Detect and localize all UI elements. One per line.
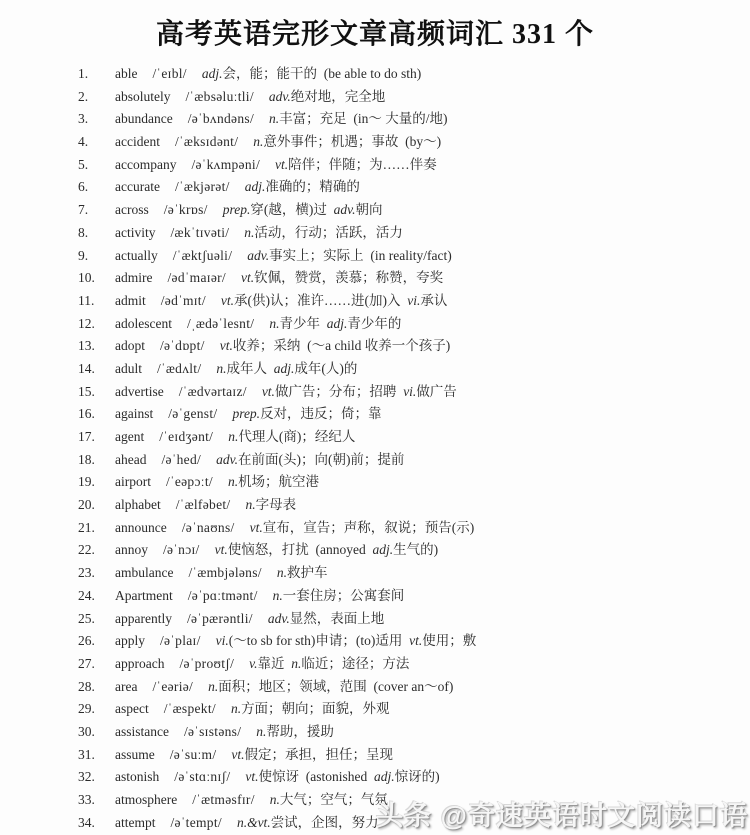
item-word: against	[115, 406, 154, 422]
part-of-speech: adv.	[333, 202, 356, 218]
definition-text: 惊讶的)	[394, 769, 440, 785]
item-definition	[231, 697, 390, 717]
vocab-item	[78, 516, 730, 539]
vocab-item	[78, 493, 730, 516]
definition-text: 在前面(头)；向(朝)前；提前	[237, 451, 405, 467]
definition-text: 青少年	[279, 315, 327, 331]
item-phonetic: /ˈækjərət/	[174, 179, 230, 195]
item-definition	[277, 561, 328, 581]
part-of-speech: n.	[230, 701, 242, 717]
definition-text: 绝对地，完全地	[290, 88, 386, 104]
definition-text: 成年人	[226, 360, 274, 376]
item-word: assistance	[115, 723, 169, 739]
item-definition	[221, 289, 447, 309]
item-phonetic: /əˈpærəntli/	[186, 610, 253, 626]
part-of-speech: adj.	[201, 66, 223, 81]
definition-text: 青少年的	[347, 315, 402, 331]
part-of-speech: vt.	[231, 746, 245, 762]
item-number: 20.	[78, 497, 95, 513]
item-word: Apartment	[115, 587, 173, 603]
part-of-speech: vi.	[215, 633, 229, 649]
item-word: attempt	[115, 814, 156, 830]
definition-text: 朝向	[355, 202, 383, 218]
part-of-speech: n.	[253, 134, 264, 150]
definition-text: 救护车	[286, 565, 328, 581]
definition-text: 使用；敷	[422, 633, 477, 649]
item-number: 18.	[78, 451, 95, 467]
vocab-item	[78, 743, 730, 766]
item-definition	[249, 652, 409, 672]
part-of-speech: adv.	[268, 88, 291, 104]
definition-text: 一套住房；公寓套间	[282, 587, 405, 603]
vocab-item	[78, 380, 730, 403]
item-word: abundance	[115, 111, 173, 127]
item-word: astonish	[115, 769, 160, 785]
definition-text: 使恼怒，打扰 (annoyed	[227, 542, 373, 558]
item-definition	[253, 130, 441, 150]
part-of-speech: adv.	[267, 610, 290, 626]
definition-text: 承(供)认；准许……进(加)入	[234, 292, 408, 308]
vocab-item	[78, 357, 730, 380]
vocab-item	[78, 675, 730, 698]
part-of-speech: n.	[216, 360, 227, 376]
part-of-speech: adj.	[372, 542, 394, 558]
item-definition	[245, 765, 439, 785]
part-of-speech: vt.	[220, 292, 235, 308]
item-phonetic: /əˈproʊtʃ/	[179, 655, 235, 671]
item-number: 33.	[78, 792, 95, 807]
item-phonetic: /əˈnaʊns/	[181, 519, 235, 535]
item-phonetic: /əˈhed/	[161, 451, 202, 467]
part-of-speech: vt.	[261, 383, 275, 399]
item-number: 12.	[78, 315, 95, 331]
part-of-speech: n.	[272, 587, 283, 603]
item-number: 21.	[78, 519, 95, 535]
item-definition	[228, 470, 319, 490]
item-definition	[216, 629, 477, 649]
definition-text: 宣布，宣告；声称，叙说；预告(示)	[262, 519, 475, 535]
definition-text: 假定；承担，担任；呈现	[244, 746, 394, 762]
item-phonetic: /ˈætməsfɪr/	[192, 792, 255, 807]
item-definition	[250, 516, 475, 536]
item-word: activity	[115, 224, 156, 240]
item-definition	[269, 85, 385, 105]
part-of-speech: prep.	[222, 202, 251, 218]
item-definition	[245, 175, 360, 195]
vocab-item	[78, 62, 730, 85]
vocab-item	[78, 198, 730, 221]
item-definition	[244, 221, 403, 241]
item-phonetic: /ækˈtɪvəti/	[170, 224, 230, 240]
page-title: 高考英语完形文章高频词汇 331 个	[155, 19, 594, 50]
item-phonetic: /əˈnɔɪ/	[163, 542, 200, 558]
item-word: aspect	[115, 701, 149, 717]
definition-text: 反对，违反；倚；靠	[260, 406, 382, 422]
item-number: 26.	[78, 633, 95, 649]
part-of-speech: vi.	[407, 292, 421, 308]
vocab-item	[78, 266, 730, 289]
item-number: 8.	[78, 224, 89, 240]
item-phonetic: /ˌædəˈlesnt/	[186, 315, 255, 331]
part-of-speech: n.	[256, 723, 267, 739]
item-phonetic: /ˈæmbjələns/	[188, 565, 262, 581]
item-phonetic: /ˈædʌlt/	[157, 360, 202, 376]
part-of-speech: n.	[244, 224, 255, 240]
part-of-speech: n.	[269, 792, 280, 807]
part-of-speech: adj.	[374, 769, 395, 785]
item-phonetic: /əˈtempt/	[170, 814, 222, 830]
definition-text: 靠近	[257, 655, 292, 671]
definition-text: 承认	[420, 292, 448, 308]
item-word: apply	[115, 633, 145, 649]
item-number: 4.	[78, 134, 89, 150]
vocab-item	[78, 448, 730, 471]
item-word: airport	[115, 474, 151, 490]
vocab-item	[78, 629, 730, 652]
definition-text: 面积；地区；领域，范围 (cover an～of)	[218, 678, 454, 694]
vocab-item	[78, 402, 730, 425]
vocab-item	[78, 107, 730, 130]
item-word: across	[115, 202, 149, 218]
vocab-item	[78, 720, 730, 743]
item-number: 3.	[78, 111, 89, 127]
item-word: admit	[115, 292, 146, 308]
item-phonetic: /əˈplaɪ/	[160, 633, 201, 649]
item-number: 10.	[78, 270, 95, 286]
item-word: area	[115, 678, 138, 694]
item-phonetic: /əˈpɑːtmənt/	[187, 587, 258, 603]
item-phonetic: /ˈeɪdʒənt/	[159, 429, 214, 444]
watermark: 头条 @奇速英语时文阅读口语	[376, 801, 748, 831]
definition-text: 意外事件；机遇；事故 (by～)	[263, 134, 442, 150]
item-number: 1.	[78, 66, 89, 81]
part-of-speech: prep.	[232, 406, 261, 422]
vocab-item	[78, 538, 730, 561]
item-phonetic: /əˈbʌndəns/	[187, 111, 255, 127]
part-of-speech: n.	[228, 429, 239, 444]
item-word: annoy	[115, 542, 148, 558]
vocab-item	[78, 85, 730, 108]
definition-text: 代理人(商)；经纪人	[238, 429, 356, 444]
vocab-item	[78, 153, 730, 176]
definition-text: 方面；朝向；面貌，外观	[241, 701, 390, 717]
item-number: 34.	[78, 814, 95, 830]
vocab-item	[78, 561, 730, 584]
definition-text: 尝试，企图，努力	[270, 814, 379, 830]
item-phonetic: /əˈsuːm/	[169, 746, 217, 762]
item-number: 19.	[78, 474, 95, 490]
part-of-speech: vt.	[409, 633, 423, 649]
item-word: apparently	[115, 610, 172, 626]
item-number: 13.	[78, 338, 95, 354]
item-definition	[208, 675, 453, 695]
item-phonetic: /ˈædvərtaɪz/	[178, 383, 247, 399]
item-word: announce	[115, 519, 167, 535]
vocab-item	[78, 652, 730, 675]
definition-text: (～to sb for sth)申请；(to)适用	[228, 633, 410, 649]
item-number: 17.	[78, 429, 95, 444]
definition-text: 做广告	[416, 383, 457, 399]
part-of-speech: n.	[245, 497, 256, 513]
item-definition	[202, 62, 421, 82]
item-definition	[228, 425, 355, 445]
item-number: 24.	[78, 587, 95, 603]
definition-text: 活动，行动；活跃，活力	[254, 224, 403, 240]
definition-text: 使惊讶 (astonished	[258, 769, 374, 785]
item-word: able	[115, 66, 138, 81]
item-definition	[232, 402, 381, 422]
part-of-speech: n.	[227, 474, 239, 490]
part-of-speech: adv.	[247, 247, 270, 263]
item-phonetic: /əˈkrɒs/	[163, 202, 208, 218]
definition-text: 事实上；实际上 (in reality/fact)	[269, 247, 452, 263]
part-of-speech: vi.	[403, 383, 417, 399]
item-phonetic: /ˈæspekt/	[163, 701, 216, 717]
item-word: accurate	[115, 179, 160, 195]
item-number: 2.	[78, 88, 89, 104]
definition-text: 显然，表面上地	[289, 610, 385, 626]
item-number: 28.	[78, 678, 95, 694]
item-number: 29.	[78, 701, 95, 717]
part-of-speech: vt.	[219, 338, 233, 354]
item-number: 22.	[78, 542, 95, 558]
item-number: 14.	[78, 360, 95, 376]
item-definition	[262, 380, 457, 400]
item-phonetic: /ˈæktʃuəli/	[172, 247, 233, 263]
item-definition	[269, 312, 401, 332]
definition-text: 成年(人)的	[294, 360, 358, 376]
definition-text: 会，能；能干的 (be able to do sth)	[222, 66, 422, 81]
vocab-item	[78, 130, 730, 153]
vocab-item	[78, 312, 730, 335]
item-word: adopt	[115, 338, 145, 354]
definition-text: 收养；采纳 (～a child 收养一个孩子)	[232, 338, 451, 354]
item-definition	[256, 720, 334, 740]
vocab-item	[78, 697, 730, 720]
item-number: 32.	[78, 769, 95, 785]
item-phonetic: /əˈkʌmpəni/	[191, 156, 261, 172]
item-phonetic: /ˈælfəbet/	[175, 497, 231, 513]
vocab-item	[78, 607, 730, 630]
vocab-item	[78, 289, 730, 312]
item-word: adolescent	[115, 315, 172, 331]
item-definition	[216, 448, 404, 468]
item-word: approach	[115, 655, 165, 671]
part-of-speech: v.	[249, 655, 258, 671]
item-word: absolutely	[115, 88, 171, 104]
item-word: accompany	[115, 156, 177, 172]
item-word: actually	[115, 247, 158, 263]
item-definition	[223, 198, 383, 218]
item-phonetic: /əˈgenst/	[168, 406, 218, 422]
item-phonetic: /ədˈmaɪər/	[167, 270, 226, 286]
definition-text: 生气的)	[393, 542, 439, 558]
definition-text: 大气；空气；气氛	[279, 792, 388, 807]
item-definition	[268, 607, 384, 627]
part-of-speech: adj.	[244, 179, 266, 195]
item-phonetic: /ˈeɪbl/	[152, 66, 187, 81]
item-phonetic: /ədˈmɪt/	[160, 292, 206, 308]
definition-text: 钦佩，赞赏，羡慕；称赞，夸奖	[254, 270, 444, 286]
item-number: 9.	[78, 247, 89, 263]
item-definition	[220, 334, 451, 354]
item-definition	[270, 788, 388, 808]
part-of-speech: adj.	[273, 360, 295, 376]
item-word: alphabet	[115, 497, 161, 513]
item-word: atmosphere	[115, 792, 178, 807]
definition-text: 丰富；充足 (in～ 大量的/地)	[279, 111, 448, 127]
item-word: agent	[115, 429, 145, 444]
item-number: 7.	[78, 202, 89, 218]
item-number: 23.	[78, 565, 95, 581]
item-word: admire	[115, 270, 153, 286]
definition-text: 穿(越，横)过	[250, 202, 334, 218]
item-phonetic: /ˈeəpɔːt/	[166, 474, 213, 490]
item-number: 30.	[78, 723, 95, 739]
vocab-item	[78, 221, 730, 244]
item-number: 31.	[78, 746, 95, 762]
item-phonetic: /əˈsɪstəns/	[183, 723, 242, 739]
part-of-speech: n.	[208, 678, 219, 694]
item-word: assume	[115, 746, 155, 762]
item-definition	[241, 266, 443, 286]
vocab-item	[78, 244, 730, 267]
definition-text: 临近；途径；方法	[301, 655, 410, 671]
item-word: advertise	[115, 383, 164, 399]
vocab-item	[78, 175, 730, 198]
item-number: 16.	[78, 406, 95, 422]
item-definition	[273, 584, 405, 604]
item-number: 6.	[78, 179, 89, 195]
item-number: 15.	[78, 383, 95, 399]
vocab-item	[78, 425, 730, 448]
vocab-item	[78, 334, 730, 357]
definition-text: 陪伴；伴随；为……伴奏	[288, 156, 437, 172]
item-number: 25.	[78, 610, 95, 626]
part-of-speech: n.	[291, 655, 302, 671]
definition-text: 字母表	[255, 497, 297, 513]
item-definition	[215, 538, 439, 558]
part-of-speech: vt.	[249, 519, 263, 535]
part-of-speech: vt.	[275, 156, 289, 172]
item-number: 11.	[78, 292, 95, 308]
part-of-speech: adj.	[326, 315, 348, 331]
definition-text: 做广告；分布；招聘	[274, 383, 404, 399]
part-of-speech: n.	[269, 111, 280, 127]
definition-text: 准确的；精确的	[265, 179, 360, 195]
item-phonetic: /əˈstɑːnɪʃ/	[174, 769, 231, 785]
part-of-speech: vt.	[240, 270, 255, 286]
item-word: ahead	[115, 451, 147, 467]
definition-text: 帮助，援助	[266, 723, 334, 739]
vocab-item	[78, 765, 730, 788]
item-definition	[275, 153, 437, 173]
part-of-speech: n.	[269, 315, 280, 331]
vocab-item	[78, 584, 730, 607]
item-word: adult	[115, 360, 142, 376]
item-number: 5.	[78, 156, 89, 172]
item-phonetic: /ˈeəriə/	[152, 678, 194, 694]
item-word: ambulance	[115, 565, 174, 581]
part-of-speech: adv.	[216, 451, 238, 467]
definition-text: 机场；航空港	[238, 474, 320, 490]
item-phonetic: /ˈæksɪdənt/	[174, 134, 239, 150]
item-definition	[237, 811, 379, 831]
item-word: accident	[115, 134, 160, 150]
part-of-speech: n.	[276, 565, 287, 581]
part-of-speech: n.&vt.	[236, 814, 271, 830]
item-definition	[269, 107, 448, 127]
part-of-speech: vt.	[214, 542, 228, 558]
item-number: 27.	[78, 655, 95, 671]
part-of-speech: vt.	[245, 769, 259, 785]
vocab-list	[0, 62, 750, 833]
item-phonetic: /ˈæbsəluːtli/	[185, 88, 254, 104]
vocab-item	[78, 470, 730, 493]
item-phonetic: /əˈdɒpt/	[160, 338, 205, 354]
item-definition	[216, 357, 357, 377]
item-definition	[247, 244, 451, 264]
item-definition	[245, 493, 296, 513]
item-definition	[231, 743, 393, 763]
